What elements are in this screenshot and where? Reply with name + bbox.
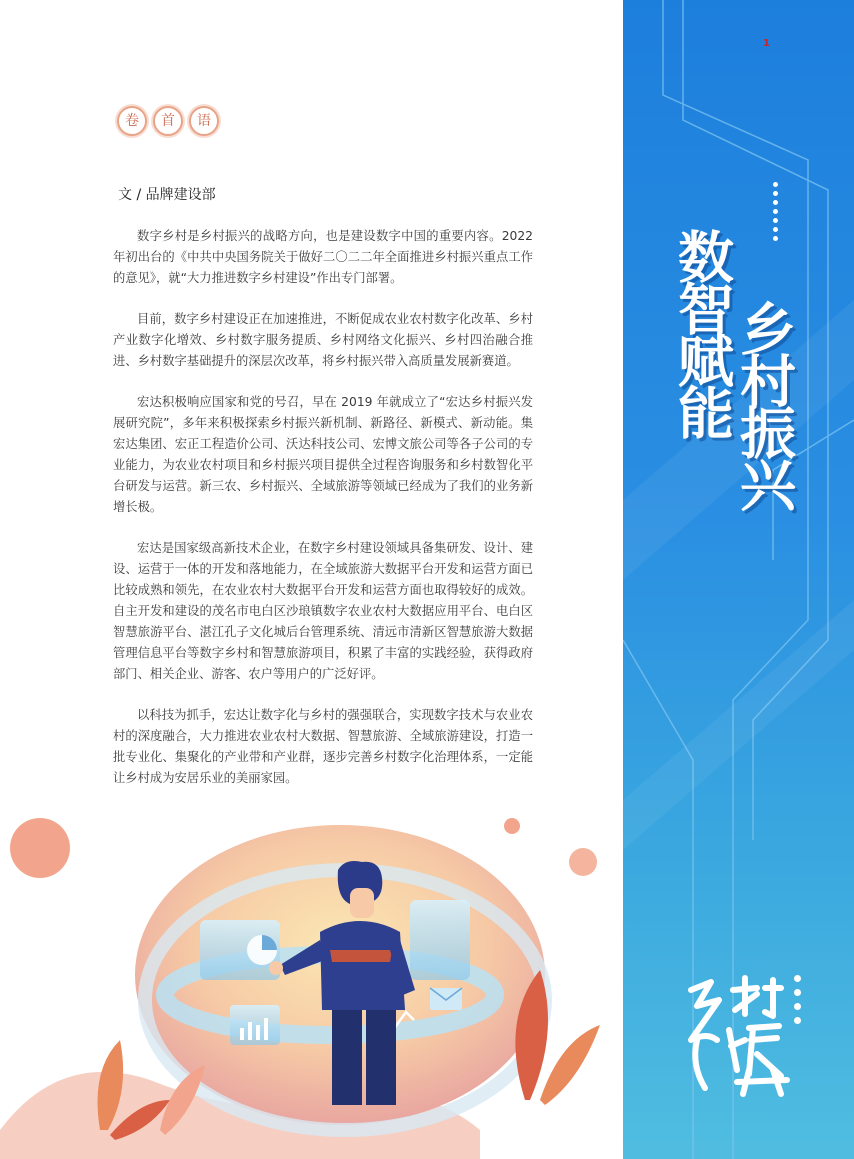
digital-village-illustration: [0, 800, 623, 1159]
decor-circle-icon: [569, 848, 597, 876]
decor-circle-icon: [10, 818, 70, 878]
title-xiangcun-zhenxing: 乡村振兴: [731, 300, 796, 508]
title-shuzhi-funeng: 数智赋能: [669, 228, 734, 436]
paragraph: 宏达是国家级高新技术企业，在数字乡村建设领域具备集研发、设计、建设、运营于一体的开发和落地能力，在全域旅游大数据平台开发和运营方面已比较成熟和领先，在农业农村大数据平台开发和运营方面也取得较好的成效。自主开发和建设的茂名市电白区沙琅镇数字农业农村大数据应用平台、电白区智慧旅游平台、湛江孔子文化城后台管理系统、清远市清新区智慧旅游大数据管理信息平台等数字乡村和智慧旅游项目，积累了丰富的实践经验，获得政府部门、相关企业、游客、农户等用户的广泛好评。: [113, 541, 533, 681]
column-badges: [117, 106, 219, 136]
badge-juan: 卷: [117, 106, 147, 136]
byline: 文 / 品牌建设部: [118, 187, 216, 203]
article-body: [113, 226, 533, 809]
side-panel: [410, 900, 470, 980]
paragraph: 以科技为抓手，宏达让数字化与乡村的强强联合，实现数字技术与农业农村的深度融合，大力推进农业农村大数据、智慧旅游、全域旅游建设，打造一批专业化、集聚化的产业带和产业群，逐步完善乡村数字化治理体系，一定能让乡村成为安居乐业的美丽家园。: [113, 708, 533, 785]
paragraph: 宏达积极响应国家和党的号召，早在 2019 年就成立了“宏达乡村振兴发展研究院”，多年来积极探索乡村振兴新机制、新路径、新模式、新动能。集宏达集团、宏正工程造价公司、沃达科技公司、宏博文旅公司等各子公司的专业能力，为农业农村项目和乡村振兴项目提供全过程咨询服务和乡村数智化平台研发与运营。新三农、乡村振兴、全域旅游等领域已经成为了我们的业务新增长极。: [113, 395, 533, 514]
paragraph: 目前，数字乡村建设正在加速推进，不断促成农业农村数字化改革、乡村产业数字化增效、乡村数字服务提质、乡村网络文化振兴、乡村四治融合推进、乡村数字基础提升的深层次改革，将乡村振兴带入高质量发展新赛道。: [113, 312, 533, 368]
page-number: 1: [763, 38, 770, 49]
bar-chart-panel: [230, 1005, 280, 1045]
calligraphy-logo-icon: [677, 970, 797, 1100]
cover-panel: [623, 0, 854, 1159]
dots-icon: [771, 182, 779, 245]
badge-yu: 语: [189, 106, 219, 136]
decor-circle-icon: [504, 818, 520, 834]
badge-shou: 首: [153, 106, 183, 136]
paragraph: 数字乡村是乡村振兴的战略方向，也是建设数字中国的重要内容。2022 年初出台的《中共中央国务院关于做好二〇二二年全面推进乡村振兴重点工作的意见》，就“大力推进数字乡村建设”作出专门部署。: [113, 229, 533, 285]
